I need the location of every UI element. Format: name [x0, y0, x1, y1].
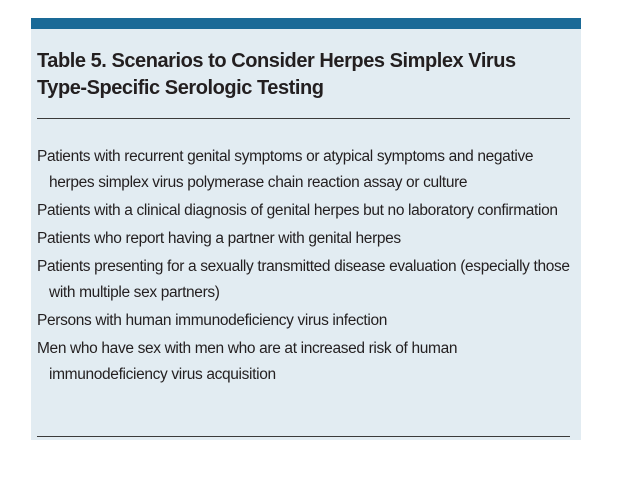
- table-panel: [31, 18, 581, 440]
- scenario-item: Persons with human immunodeficiency virus infection: [37, 312, 388, 329]
- table-title-line-1: Table 5. Scenarios to Consider Herpes Simplex Virus: [37, 50, 516, 72]
- scenario-item: Patients with recurrent genital symptoms or atypical symptoms and negative herpes simplex virus polymerase chain reaction assay or culture: [37, 148, 534, 191]
- bottom-divider: [37, 436, 570, 437]
- scenario-item: Patients presenting for a sexually transmitted disease evaluation (especially those with multiple sex partners): [37, 258, 570, 301]
- table-top-bar: [31, 18, 581, 29]
- scenario-item: Patients with a clinical diagnosis of genital herpes but no laboratory confirmation: [37, 202, 558, 219]
- table-title: [37, 48, 567, 102]
- title-divider: [37, 118, 570, 119]
- scenario-list: [37, 144, 572, 390]
- scenario-item: Patients who report having a partner with genital herpes: [37, 230, 401, 247]
- scenario-item: Men who have sex with men who are at increased risk of human immunodeficiency virus acquisition: [37, 340, 458, 383]
- table-title-line-2: Type-Specific Serologic Testing: [37, 77, 324, 99]
